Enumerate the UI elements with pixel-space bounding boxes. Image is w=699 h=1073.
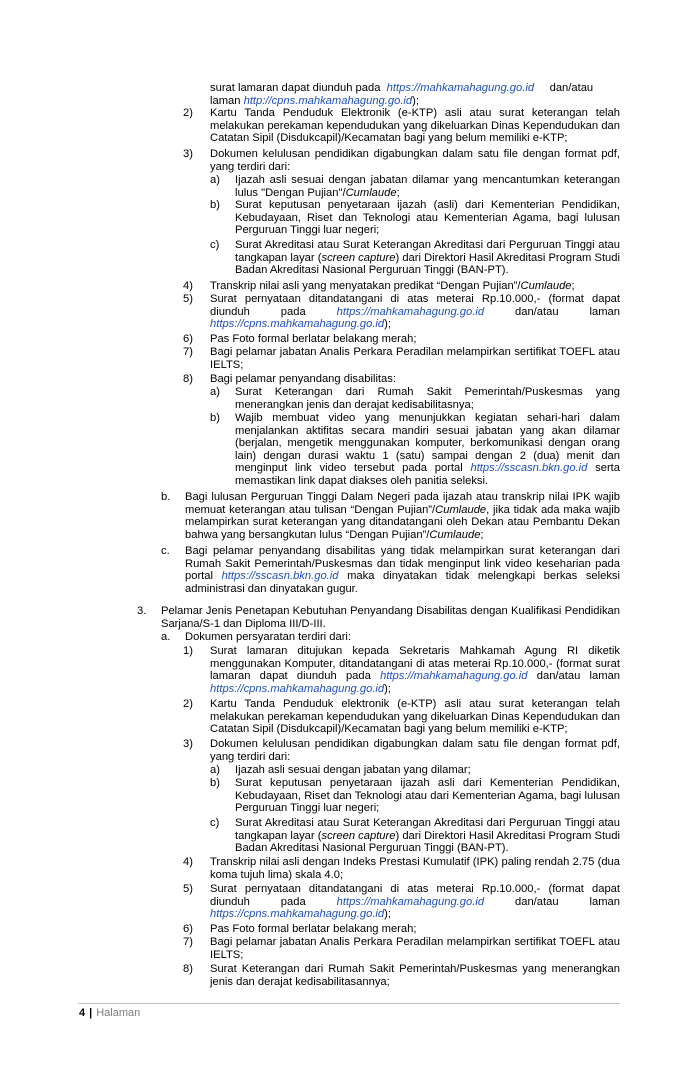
paragraph-text: );: [384, 318, 391, 331]
list-number: 5): [183, 883, 193, 895]
paragraph-text: serta memastikan link dapat diakses oleh panitia seleksi.: [235, 462, 620, 487]
list-letter: c.: [161, 545, 170, 557]
list-item: [183, 333, 620, 346]
list-item: [183, 373, 620, 386]
list-letter: a): [210, 764, 220, 776]
paragraph-text: Kartu Tanda Penduduk Elektronik (e-KTP) asli atau surat keterangan telah melakukan perekaman kependudukan yang dikeluarkan Dinas Kependudukan dan Catatan Sipil (Disdukcapil)/Kecamatan bagi yang belum memiliki e-KTP;: [210, 107, 620, 145]
list-item: [161, 491, 620, 541]
paragraph-text: Bagi pelamar penyandang disabilitas yang tidak melampirkan surat keterangan dari Rumah Sakit Pemerintah/Puskesmas dan tidak menginput link video keseharian pada portal: [185, 545, 620, 583]
paragraph-text: Surat keputusan penyetaraan ijazah (asli) dari Kementerian Pendidikan, Kebudayaan, Riset dan Teknologi atau Kementerian Agama, bagi lulusan Perguruan Tinggi luar negeri;: [235, 199, 620, 237]
list-item: [183, 936, 620, 961]
link[interactable]: https://mahkamahagung.go.id: [336, 305, 485, 318]
paragraph-text: Surat pernyataan ditandatangani di atas meterai Rp.10.000,- (format dapat diunduh pada: [210, 883, 620, 908]
list-item: [210, 817, 620, 855]
list-item: [183, 107, 620, 145]
list-item: [210, 82, 620, 107]
paragraph-text: dan/atau laman: [515, 895, 620, 908]
italic-term: screen capture: [321, 829, 396, 842]
list-item: [210, 764, 620, 777]
list-item: [183, 280, 620, 293]
paragraph-text: Dokumen persyaratan terdiri dari:: [185, 631, 352, 643]
list-item: [183, 346, 620, 371]
italic-term: Cumlaude: [429, 528, 481, 541]
paragraph-text: surat lamaran dapat diunduh pada: [210, 82, 381, 94]
paragraph-text: Bagi pelamar penyandang disabilitas:: [210, 373, 396, 385]
link[interactable]: https://mahkamahagung.go.id: [336, 895, 485, 908]
list-item: [210, 386, 620, 411]
paragraph-text: Surat lamaran ditujukan kepada Sekretaris Mahkamah Agung RI diketik menggunakan Komputer, ditandatangani di atas meterai Rp.10.000,- (format surat lamaran dapat diunduh pada: [210, 645, 620, 683]
footer-label: Halaman: [96, 1007, 141, 1019]
paragraph-text: Wajib membuat video yang menunjukkan kegiatan sehari-hari dalam menjalankan aktifitas secara mandiri sesuai jabatan yang akan dilamar (berjalan, mengetik menggunakan komputer, berkomunikasi dengan orang lain) dengan durasi waktu 1 (satu) sampai dengan 2 (dua) menit dan menginput link video tersebut pada portal: [235, 412, 620, 475]
paragraph-text: ;: [480, 528, 484, 541]
link[interactable]: https://cpns.mahkamahagung.go.id: [210, 682, 385, 695]
paragraph-text: ;: [571, 280, 575, 292]
list-item: [161, 631, 620, 644]
paragraph-text: Bagi lulusan Perguruan Tinggi Dalam Negeri pada ijazah atau transkrip nilai IPK wajib memuat keterangan atau tulisan “Dengan Pujian”/: [185, 491, 620, 516]
list-number: 1): [183, 645, 193, 657]
paragraph-text: dan/atau: [549, 82, 594, 94]
page-number: 4: [79, 1007, 86, 1019]
list-number: 6): [183, 923, 193, 935]
paragraph-text: Surat Keterangan dari Rumah Sakit Pemerintah/Puskesmas yang menerangkan jenis dan derajat kedisabilitasannya;: [210, 963, 620, 988]
link[interactable]: http://cpns.mahkamahagung.go.id: [243, 94, 413, 107]
paragraph-text: Surat Akreditasi atau Surat Keterangan Akreditasi dari Perguruan Tinggi atau tangkapan layar (: [235, 817, 620, 842]
list-number: 2): [183, 698, 193, 710]
paragraph-text: ) dari Direktori Hasil Akreditasi Program Studi Badan Akreditasi Nasional Perguruan Tinggi (BAN-PT).: [235, 829, 620, 855]
list-number: 4): [183, 280, 193, 292]
list-number: 2): [183, 107, 193, 119]
paragraph-text: , jika tidak ada maka wajib melampirkan surat keterangan yang ditandatangani oleh Dekan atau Pembantu Dekan bahwa yang bersangkutan lulus “Dengan Pujian”/: [185, 503, 620, 541]
list-item: [183, 883, 620, 921]
paragraph-text: Surat pernyataan ditandatangani di atas meterai Rp.10.000,- (format dapat diunduh pada: [210, 293, 620, 318]
list-item: [210, 199, 620, 237]
link[interactable]: https://sscasn.bkn.go.id: [470, 462, 588, 475]
list-item: [183, 645, 620, 695]
italic-term: Cumlaude: [435, 503, 487, 516]
paragraph-text: Bagi pelamar jabatan Analis Perkara Peradilan melampirkan sertifikat TOEFL atau IELTS;: [210, 936, 620, 961]
list-item: [210, 412, 620, 487]
paragraph-text: Pas Foto formal berlatar belakang merah;: [210, 923, 417, 935]
list-number: 5): [183, 293, 193, 305]
list-letter: a): [210, 386, 220, 398]
paragraph-text: dan/atau laman: [536, 670, 621, 683]
paragraph-text: Ijazah asli sesuai dengan jabatan dilamar yang mencantumkan keterangan lulus "Dengan Pujian"/: [235, 174, 620, 199]
list-item: [161, 545, 620, 595]
paragraph-text: Ijazah asli sesuai dengan jabatan yang dilamar;: [235, 764, 471, 776]
paragraph-text: Bagi pelamar jabatan Analis Perkara Peradilan melampirkan sertifikat TOEFL atau IELTS;: [210, 346, 620, 371]
footer-divider: [78, 1003, 620, 1004]
list-item: [210, 239, 620, 277]
list-number: 7): [183, 346, 193, 358]
paragraph-text: maka dinyatakan tidak melengkapi berkas seleksi administrasi dan dinyatakan gugur.: [185, 570, 621, 595]
list-letter: a.: [161, 631, 171, 643]
link[interactable]: https://sscasn.bkn.go.id: [221, 570, 339, 583]
list-item: [183, 856, 620, 881]
link[interactable]: https://mahkamahagung.go.id: [380, 670, 528, 683]
list-letter: c): [210, 239, 220, 251]
list-number: 7): [183, 936, 193, 948]
paragraph-text: Dokumen kelulusan pendidikan digabungkan dalam satu file dengan format pdf, yang terdiri dari:: [210, 738, 620, 763]
paragraph-text: Pelamar Jenis Penetapan Kebutuhan Penyandang Disabilitas dengan Kualifikasi Pendidikan Sarjana/S-1 dan Diploma III/D-III.: [161, 605, 620, 630]
list-item: [183, 963, 620, 988]
link[interactable]: https://cpns.mahkamahagung.go.id: [210, 908, 385, 921]
paragraph-text: );: [412, 94, 419, 107]
page-footer: [79, 1007, 140, 1019]
paragraph-text: );: [384, 682, 391, 695]
list-letter: b): [210, 777, 220, 789]
list-letter: c): [210, 817, 220, 829]
list-letter: b.: [161, 491, 171, 503]
list-number: 6): [183, 333, 193, 345]
paragraph-text: ) dari Direktori Hasil Akreditasi Program Studi Badan Akreditasi Nasional Perguruan Tinggi (BAN-PT).: [235, 251, 620, 277]
section-heading: [137, 605, 620, 630]
italic-term: Cumlaude: [345, 186, 397, 199]
list-item: [183, 698, 620, 736]
list-letter: a): [210, 174, 220, 186]
list-item: [210, 777, 620, 815]
list-item: [183, 148, 620, 173]
list-number: 8): [183, 963, 193, 975]
list-item: [210, 174, 620, 199]
paragraph-text: Transkrip nilai asli dengan Indeks Prestasi Kumulatif (IPK) paling rendah 2.75 (dua koma tujuh lima) skala 4.0;: [210, 856, 620, 881]
list-number: 3.: [137, 605, 147, 617]
paragraph-text: Surat Keterangan dari Rumah Sakit Pemerintah/Puskesmas yang menerangkan jenis dan derajat kedisabilitasnya;: [235, 386, 620, 411]
list-number: 8): [183, 373, 193, 385]
list-number: 3): [183, 738, 193, 750]
paragraph-text: Kartu Tanda Penduduk elektronik (e-KTP) asli atau surat keterangan telah melakukan perekaman kependudukan yang dikeluarkan Dinas Kependudukan dan Catatan Sipil (Disdukcapil)/Kecamatan bagi yang belum memiliki e-KTP;: [210, 698, 620, 736]
paragraph-text: ;: [396, 186, 400, 199]
list-item: [183, 738, 620, 763]
paragraph-text: dan/atau laman: [515, 305, 620, 318]
italic-term: screen capture: [321, 251, 396, 264]
paragraph-text: Pas Foto formal berlatar belakang merah;: [210, 333, 417, 345]
list-item: [183, 293, 620, 331]
list-number: 4): [183, 856, 193, 868]
link[interactable]: https://mahkamahagung.go.id: [386, 82, 535, 94]
paragraph-text: );: [384, 908, 391, 921]
paragraph-text: Transkrip nilai asli yang menyatakan predikat “Dengan Pujian”/: [210, 280, 521, 292]
paragraph-text: Surat keputusan penyetaraan ijazah asli dari Kementerian Pendidikan, Kebudayaan, Riset dan Teknologi atau dari Kementerian Agama, bagi lulusan Perguruan Tinggi luar negeri;: [235, 777, 620, 815]
italic-term: Cumlaude: [520, 280, 572, 292]
paragraph-text: laman: [210, 94, 241, 107]
paragraph-text: Surat Akreditasi atau Surat Keterangan Akreditasi dari Perguruan Tinggi atau tangkapan layar (: [235, 239, 620, 264]
list-number: 3): [183, 148, 193, 160]
footer-separator: |: [89, 1007, 93, 1019]
list-letter: b): [210, 412, 220, 424]
paragraph-text: Dokumen kelulusan pendidikan digabungkan dalam satu file dengan format pdf, yang terdiri dari:: [210, 148, 620, 173]
list-item: [183, 923, 620, 936]
link[interactable]: https://cpns.mahkamahagung.go.id: [210, 318, 385, 331]
list-letter: b): [210, 199, 220, 211]
